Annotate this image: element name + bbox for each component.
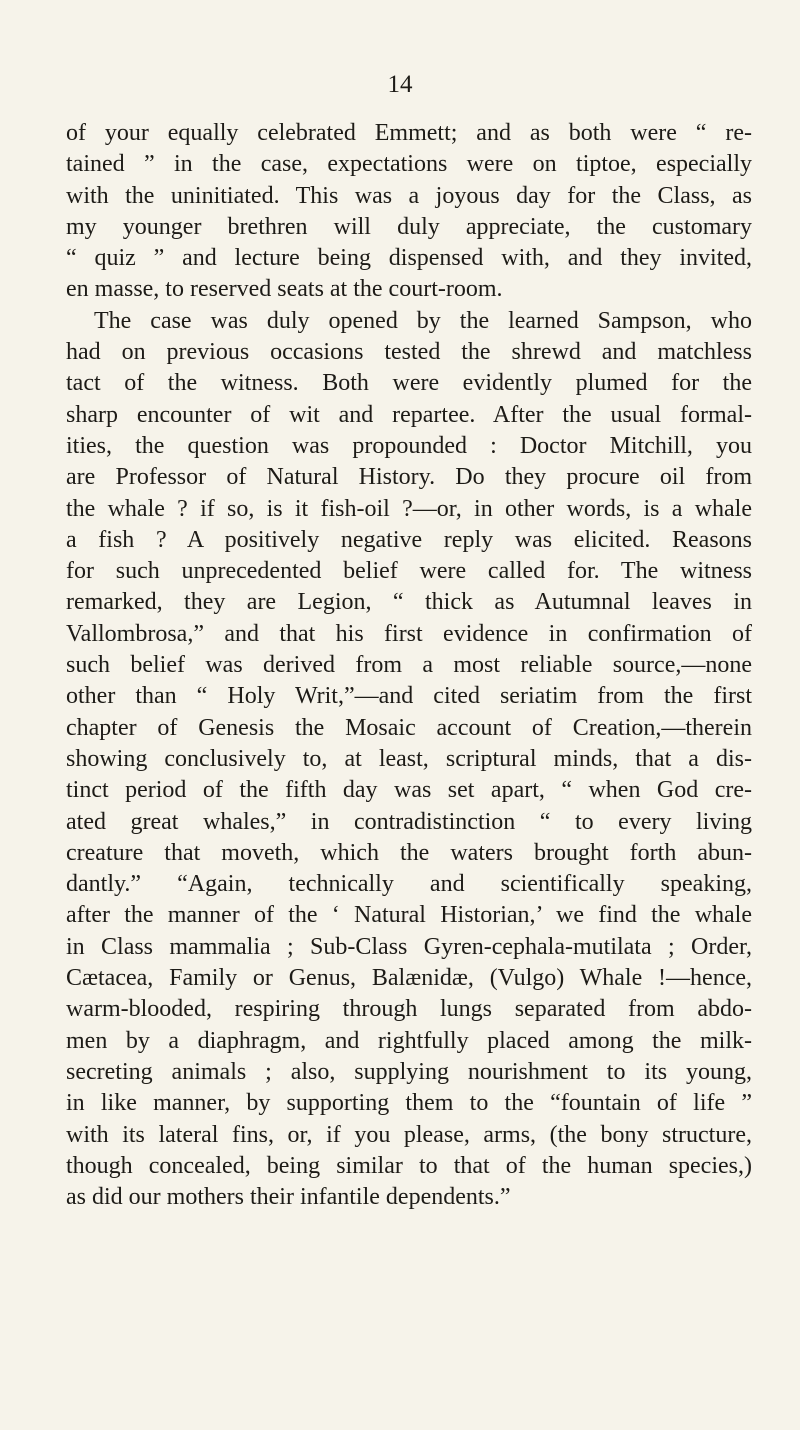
- text-line: had on previous occasions tested the shrewd and matchless: [66, 339, 752, 366]
- text-line: after the manner of the ‘ Natural Historian,’ we find the whale: [66, 902, 752, 929]
- text-line: tinct period of the fifth day was set apart, “ when God cre-: [66, 777, 752, 804]
- text-line: ated great whales,” in contradistinction “ to every living: [66, 808, 752, 835]
- text-line: Vallombrosa,” and that his first evidence in confirmation of: [66, 620, 752, 647]
- body-text: [66, 118, 752, 1213]
- text-line: The case was duly opened by the learned Sampson, who: [94, 307, 752, 334]
- text-line: tact of the witness. Both were evidently plumed for the: [66, 370, 752, 397]
- text-line: for such unprecedented belief were called for. The witness: [66, 558, 752, 585]
- text-line: creature that moveth, which the waters brought forth abun-: [66, 839, 752, 866]
- text-line: chapter of Genesis the Mosaic account of Creation,—therein: [66, 714, 752, 741]
- text-line: my younger brethren will duly appreciate, the customary: [66, 213, 752, 240]
- text-line: secreting animals ; also, supplying nourishment to its young,: [66, 1058, 752, 1085]
- text-line: with the uninitiated. This was a joyous day for the Class, as: [66, 182, 752, 209]
- text-line: other than “ Holy Writ,”—and cited seriatim from the first: [66, 683, 752, 710]
- text-line: a fish ? A positively negative reply was elicited. Reasons: [66, 526, 752, 553]
- text-line: though concealed, being similar to that of the human species,): [66, 1152, 752, 1179]
- text-line: showing conclusively to, at least, scriptural minds, that a dis-: [66, 745, 752, 772]
- page-number: 14: [387, 71, 413, 98]
- text-line: such belief was derived from a most reliable source,—none: [66, 652, 752, 679]
- text-line: en masse, to reserved seats at the court-room.: [66, 276, 503, 303]
- text-line: remarked, they are Legion, “ thick as Autumnal leaves in: [66, 589, 752, 616]
- text-line: warm-blooded, respiring through lungs separated from abdo-: [66, 996, 752, 1023]
- text-line: “ quiz ” and lecture being dispensed with, and they invited,: [66, 245, 752, 272]
- text-line: Cætacea, Family or Genus, Balænidæ, (Vulgo) Whale !—hence,: [66, 965, 752, 992]
- text-line: dantly.” “Again, technically and scientifically speaking,: [66, 871, 752, 898]
- text-line: of your equally celebrated Emmett; and as both were “ re-: [66, 120, 752, 146]
- text-line: sharp encounter of wit and repartee. After the usual formal-: [66, 401, 752, 428]
- text-line: ities, the question was propounded : Doctor Mitchill, you: [66, 432, 752, 459]
- text-line: in like manner, by supporting them to the “fountain of life ”: [66, 1090, 752, 1117]
- text-line: the whale ? if so, is it fish-oil ?—or, in other words, is a whale: [66, 495, 752, 522]
- text-line: tained ” in the case, expectations were on tiptoe, especially: [66, 151, 752, 178]
- text-line: with its lateral fins, or, if you please, arms, (the bony structure,: [66, 1121, 752, 1148]
- text-line: men by a diaphragm, and rightfully placed among the milk-: [66, 1027, 752, 1054]
- text-line: are Professor of Natural History. Do they procure oil from: [66, 464, 752, 491]
- text-line: in Class mammalia ; Sub-Class Gyren-cephala-mutilata ; Order,: [66, 933, 752, 960]
- text-line: as did our mothers their infantile dependents.”: [66, 1184, 511, 1211]
